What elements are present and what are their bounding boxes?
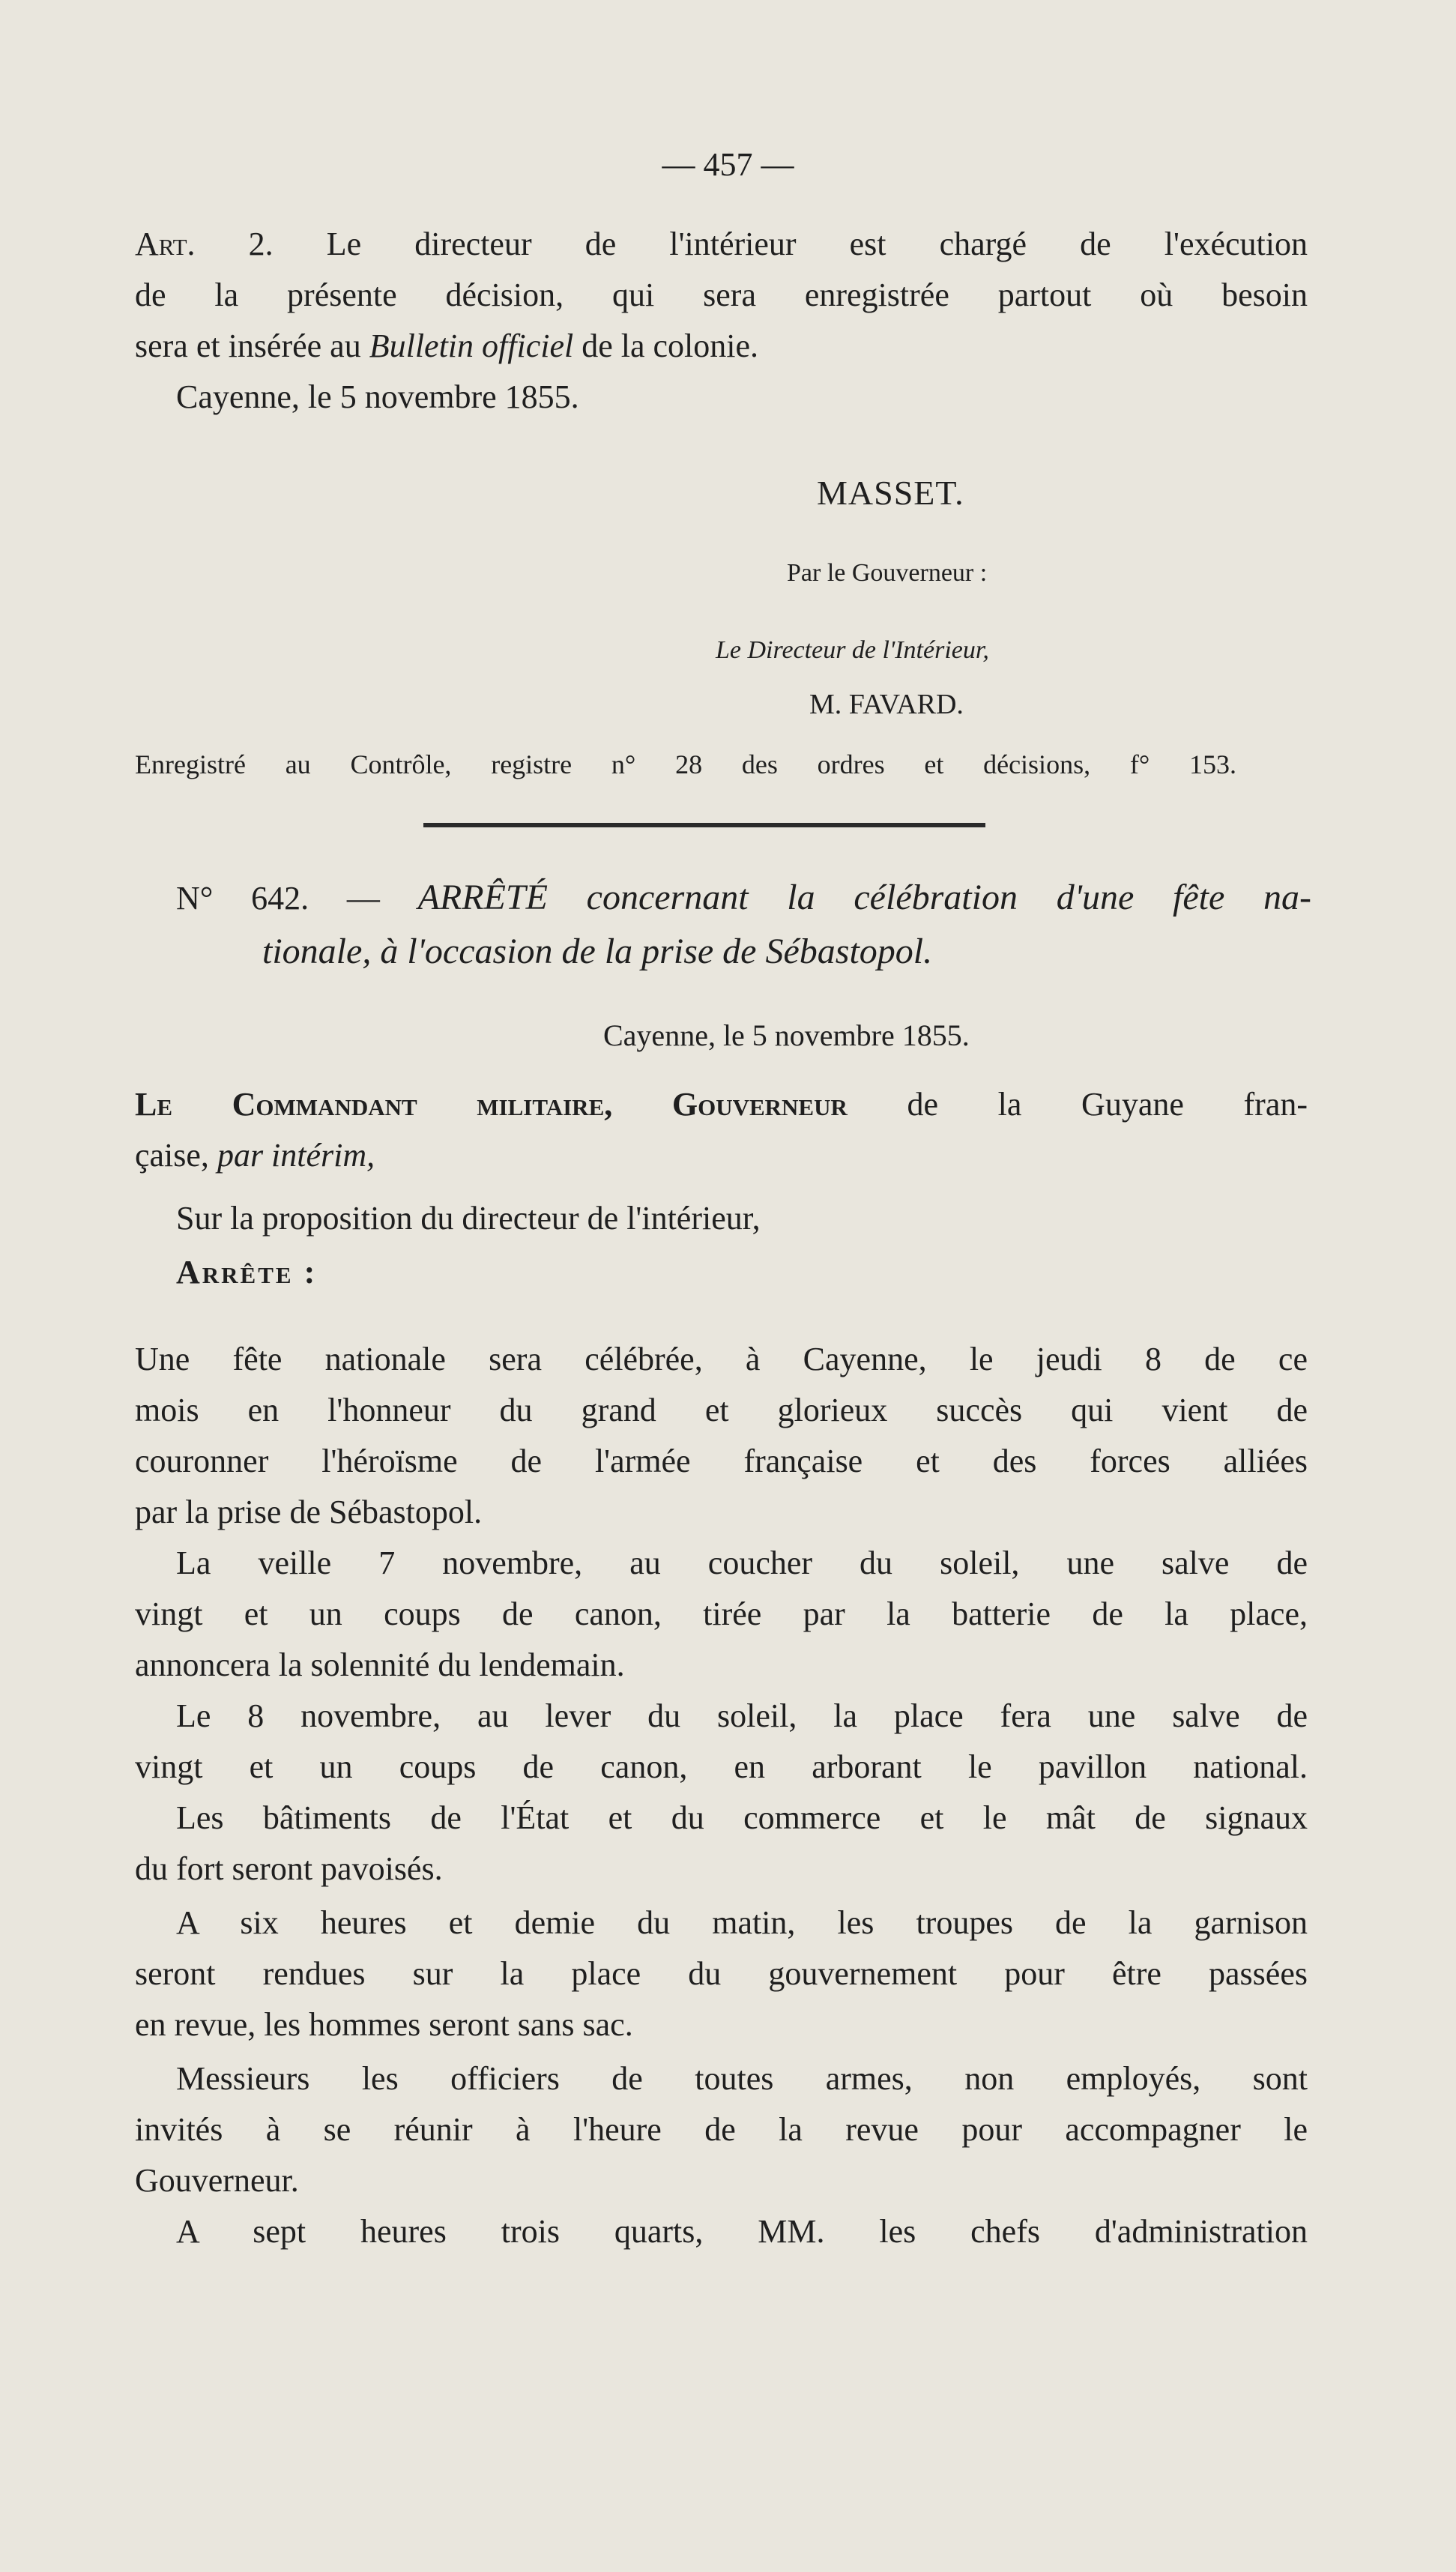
par-le-gouverneur: Par le Gouverneur : (787, 559, 988, 587)
body-line: annoncera la solennité du lendemain. (135, 1646, 625, 1683)
body-line: Gouverneur. (135, 2162, 299, 2199)
body-line: Messieurs les officiers de toutes armes, non employés, sont (176, 2060, 1308, 2097)
art2-date: Cayenne, le 5 novembre 1855. (176, 378, 579, 415)
signer-role: Le Directeur de l'Intérieur, (716, 636, 989, 664)
body-line: A six heures et demie du matin, les troupes de la garnison (176, 1904, 1308, 1941)
preamble-line1 (135, 1082, 1308, 1127)
preamble-line2 (135, 1133, 375, 1178)
body-line: La veille 7 novembre, au coucher du soleil, une salve de (176, 1545, 1308, 1581)
art2-line1 (135, 222, 1308, 267)
page-number: — 457 — (662, 146, 794, 183)
body-line: mois en l'honneur du grand et glorieux succès qui vient de (135, 1392, 1308, 1428)
arrete-number: N° 642. (176, 880, 309, 917)
preamble-line2-pre: çaise, (135, 1137, 209, 1174)
body-line: vingt et un coups de canon, en arborant le pavillon national. (135, 1748, 1308, 1785)
body-line: Le 8 novembre, au lever du soleil, la place fera une salve de (176, 1697, 1308, 1734)
body-line: invités à se réunir à l'heure de la revue pour accompagner le (135, 2111, 1308, 2148)
art2-line1-text: Le directeur de l'intérieur est chargé de l'exécution (326, 226, 1308, 262)
body-line: Une fête nationale sera célébrée, à Cayenne, le jeudi 8 de ce (135, 1341, 1308, 1377)
body-line: A sept heures trois quarts, MM. les chefs d'administration (176, 2213, 1308, 2250)
arrete-title-line1 (176, 875, 1311, 921)
art2-line3-post: de la colonie. (582, 327, 759, 364)
art2-line2: de la présente décision, qui sera enregistrée partout où besoin (135, 277, 1308, 313)
par-interim: par intérim, (217, 1137, 375, 1174)
arrete-title: ARRÊTÉ concernant la célébration d'une fête na- (417, 878, 1312, 917)
proposition-line: Sur la proposition du directeur de l'intérieur, (176, 1200, 761, 1237)
arrete-place-date: Cayenne, le 5 novembre 1855. (603, 1018, 970, 1052)
preamble-line1-rest: de la Guyane fran- (907, 1086, 1308, 1123)
body-line: du fort seront pavoisés. (135, 1850, 443, 1887)
art2-line3 (135, 324, 758, 369)
commandant-title: Le Commandant militaire, Gouverneur (135, 1086, 848, 1123)
heading-dash: — (346, 880, 380, 917)
arrete-title-line2: tionale, à l'occasion de la prise de Sébastopol. (262, 932, 933, 971)
arrete-word: Arrête : (176, 1254, 318, 1290)
body-line: Les bâtiments de l'État et du commerce et le mât de signaux (176, 1799, 1308, 1836)
body-line: seront rendues sur la place du gouvernement pour être passées (135, 1955, 1308, 1992)
body-line: couronner l'héroïsme de l'armée française et des forces alliées (135, 1443, 1308, 1479)
art2-line3-pre: sera et insérée au (135, 327, 361, 364)
body-line: par la prise de Sébastopol. (135, 1494, 483, 1530)
bulletin-title: Bulletin officiel (369, 327, 574, 364)
article-label: Art. 2. (135, 226, 274, 262)
signature-name: MASSET. (817, 474, 964, 512)
separator-rule (423, 823, 985, 827)
body-line: vingt et un coups de canon, tirée par la batterie de la place, (135, 1596, 1308, 1632)
registration-note: Enregistré au Contrôle, registre n° 28 des ordres et décisions, f° 153. (135, 749, 1236, 779)
signer-name: M. FAVARD. (809, 689, 964, 720)
body-line: en revue, les hommes seront sans sac. (135, 2006, 633, 2043)
